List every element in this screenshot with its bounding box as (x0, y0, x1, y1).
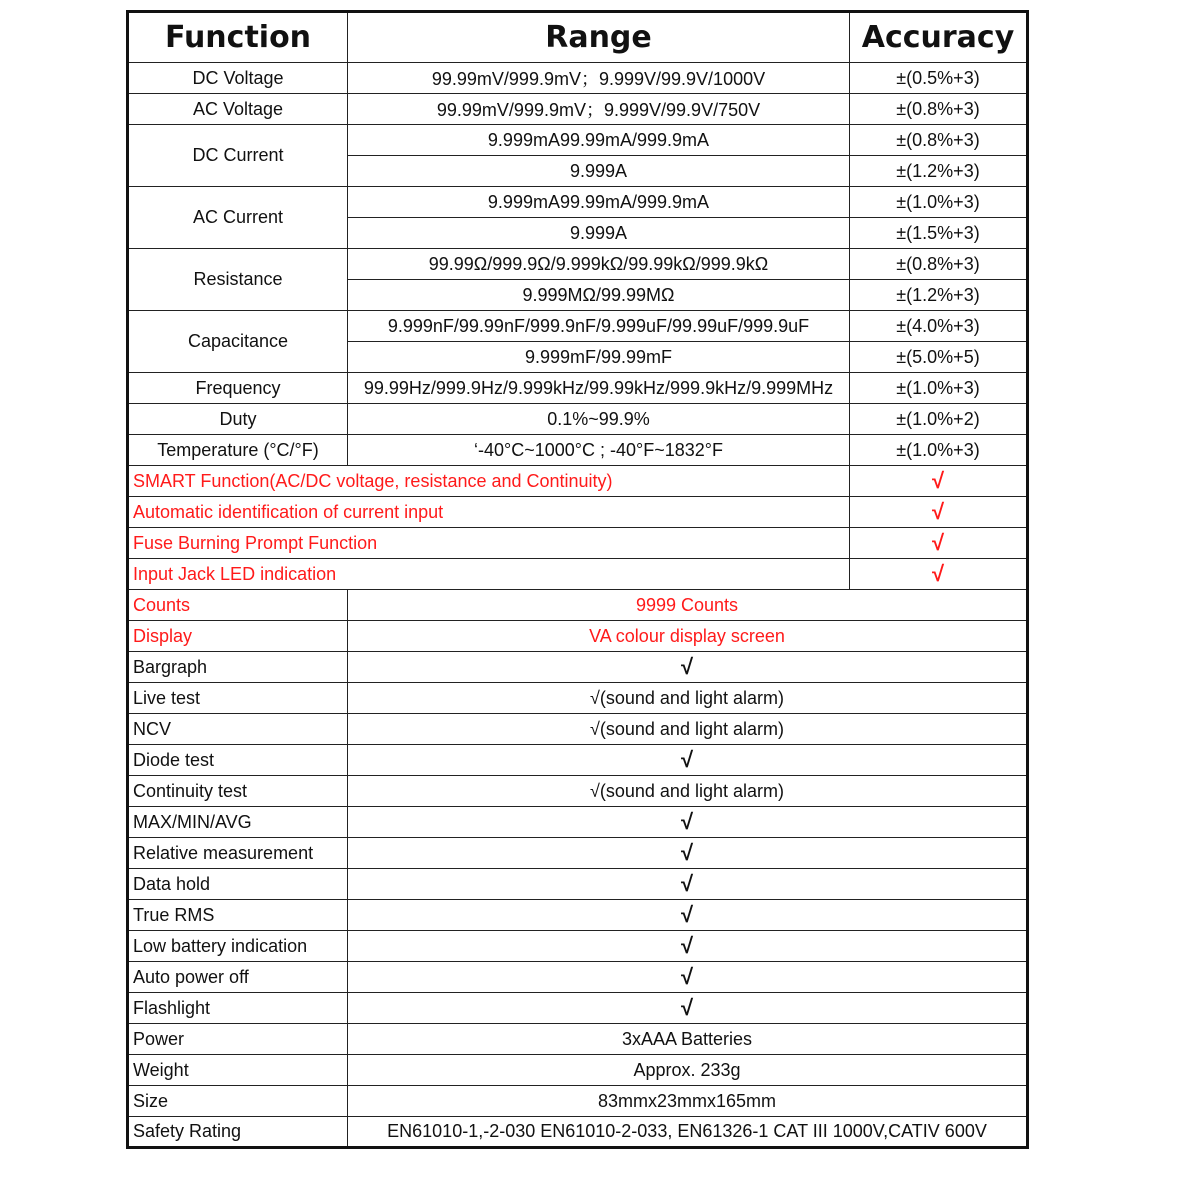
function-cell-capacitance: Capacitance (128, 311, 348, 373)
feature-label: True RMS (128, 900, 348, 931)
accuracy-cell: ±(1.2%+3) (850, 156, 1028, 187)
function-cell-resistance: Resistance (128, 249, 348, 311)
smart-feature-row (128, 466, 1028, 497)
accuracy-cell: ±(0.8%+3) (850, 249, 1028, 280)
header-accuracy: Accuracy (850, 12, 1028, 63)
accuracy-cell: ±(5.0%+5) (850, 342, 1028, 373)
feature-row (128, 621, 1028, 652)
feature-value (348, 807, 1028, 838)
feature-row (128, 1024, 1028, 1055)
function-cell-ac-current: AC Current (128, 187, 348, 249)
measurement-row (128, 404, 1028, 435)
accuracy-cell: ±(0.5%+3) (850, 63, 1028, 94)
feature-value (348, 838, 1028, 869)
feature-label: Bargraph (128, 652, 348, 683)
feature-label: Size (128, 1086, 348, 1117)
measurement-row (128, 373, 1028, 404)
feature-value: 3xAAA Batteries (348, 1024, 1028, 1055)
feature-row (128, 869, 1028, 900)
feature-label: Weight (128, 1055, 348, 1086)
measurement-row (128, 311, 1028, 342)
checkmark-icon: √ (680, 747, 694, 772)
smart-feature-label: Automatic identification of current input (128, 497, 850, 528)
accuracy-cell: ±(1.0%+3) (850, 373, 1028, 404)
smart-feature-check (850, 466, 1028, 497)
accuracy-cell: ±(1.2%+3) (850, 280, 1028, 311)
accuracy-cell: ±(0.8%+3) (850, 125, 1028, 156)
feature-label: MAX/MIN/AVG (128, 807, 348, 838)
feature-row (128, 900, 1028, 931)
feature-label: Relative measurement (128, 838, 348, 869)
checkmark-icon: √ (680, 654, 694, 679)
checkmark-icon: √ (680, 995, 694, 1020)
function-cell-temperature-c-f: Temperature (°C/°F) (128, 435, 348, 466)
checkmark-icon: √ (680, 840, 694, 865)
feature-value: VA colour display screen (348, 621, 1028, 652)
feature-label: Auto power off (128, 962, 348, 993)
feature-value (348, 962, 1028, 993)
feature-label: Continuity test (128, 776, 348, 807)
measurement-row (128, 125, 1028, 156)
checkmark-icon: √ (931, 468, 945, 493)
range-cell: 0.1%~99.9% (348, 404, 850, 435)
range-cell: 99.99Ω/999.9Ω/9.999kΩ/99.99kΩ/999.9kΩ (348, 249, 850, 280)
measurement-row (128, 187, 1028, 218)
feature-value (348, 900, 1028, 931)
feature-label: Display (128, 621, 348, 652)
range-cell: 99.99Hz/999.9Hz/9.999kHz/99.99kHz/999.9kHz/9.999MHz (348, 373, 850, 404)
smart-feature-label: Fuse Burning Prompt Function (128, 528, 850, 559)
feature-row (128, 776, 1028, 807)
feature-row (128, 652, 1028, 683)
feature-row (128, 745, 1028, 776)
feature-label: NCV (128, 714, 348, 745)
feature-value: √(sound and light alarm) (348, 776, 1028, 807)
range-cell: 9.999nF/99.99nF/999.9nF/9.999uF/99.99uF/999.9uF (348, 311, 850, 342)
feature-row (128, 1086, 1028, 1117)
range-cell: 9.999A (348, 156, 850, 187)
feature-row (128, 962, 1028, 993)
feature-row (128, 683, 1028, 714)
feature-row (128, 838, 1028, 869)
range-cell: ‘-40°C~1000°C ; -40°F~1832°F (348, 435, 850, 466)
accuracy-cell: ±(1.0%+3) (850, 187, 1028, 218)
feature-label: Flashlight (128, 993, 348, 1024)
smart-feature-label: SMART Function(AC/DC voltage, resistance and Continuity) (128, 466, 850, 497)
range-cell: 9.999mF/99.99mF (348, 342, 850, 373)
header-range: Range (348, 12, 850, 63)
feature-label: Live test (128, 683, 348, 714)
feature-value (348, 931, 1028, 962)
feature-value: Approx. 233g (348, 1055, 1028, 1086)
feature-label: Low battery indication (128, 931, 348, 962)
smart-feature-row (128, 528, 1028, 559)
function-cell-duty: Duty (128, 404, 348, 435)
feature-row (128, 1117, 1028, 1148)
smart-feature-check (850, 528, 1028, 559)
feature-value: 9999 Counts (348, 590, 1028, 621)
smart-feature-row (128, 497, 1028, 528)
checkmark-icon: √ (931, 530, 945, 555)
range-cell: 9.999A (348, 218, 850, 249)
feature-value (348, 745, 1028, 776)
checkmark-icon: √ (680, 933, 694, 958)
feature-label: Power (128, 1024, 348, 1055)
feature-value: EN61010-1,-2-030 EN61010-2-033, EN61326-1 CAT III 1000V,CATIV 600V (348, 1117, 1028, 1148)
header-function: Function (128, 12, 348, 63)
range-cell: 9.999mA99.99mA/999.9mA (348, 187, 850, 218)
spec-table (126, 10, 1029, 1149)
function-cell-dc-current: DC Current (128, 125, 348, 187)
accuracy-cell: ±(4.0%+3) (850, 311, 1028, 342)
range-cell: 9.999mA99.99mA/999.9mA (348, 125, 850, 156)
feature-label: Diode test (128, 745, 348, 776)
accuracy-cell: ±(1.0%+2) (850, 404, 1028, 435)
feature-value: √(sound and light alarm) (348, 714, 1028, 745)
smart-feature-row (128, 559, 1028, 590)
accuracy-cell: ±(0.8%+3) (850, 94, 1028, 125)
range-cell: 9.999MΩ/99.99MΩ (348, 280, 850, 311)
checkmark-icon: √ (931, 499, 945, 524)
checkmark-icon: √ (680, 964, 694, 989)
checkmark-icon: √ (680, 902, 694, 927)
accuracy-cell: ±(1.5%+3) (850, 218, 1028, 249)
feature-label: Data hold (128, 869, 348, 900)
feature-row (128, 1055, 1028, 1086)
feature-row (128, 807, 1028, 838)
accuracy-cell: ±(1.0%+3) (850, 435, 1028, 466)
measurement-row (128, 94, 1028, 125)
measurement-row (128, 63, 1028, 94)
measurement-row (128, 249, 1028, 280)
feature-row (128, 590, 1028, 621)
feature-label: Safety Rating (128, 1117, 348, 1148)
header-row (128, 12, 1028, 63)
checkmark-icon: √ (931, 561, 945, 586)
feature-value: √(sound and light alarm) (348, 683, 1028, 714)
smart-feature-check (850, 497, 1028, 528)
feature-value: 83mmx23mmx165mm (348, 1086, 1028, 1117)
smart-feature-label: Input Jack LED indication (128, 559, 850, 590)
feature-value (348, 993, 1028, 1024)
function-cell-dc-voltage: DC Voltage (128, 63, 348, 94)
measurement-row (128, 435, 1028, 466)
range-cell: 99.99mV/999.9mV；9.999V/99.9V/750V (348, 94, 850, 125)
function-cell-ac-voltage: AC Voltage (128, 94, 348, 125)
feature-label: Counts (128, 590, 348, 621)
feature-row (128, 993, 1028, 1024)
feature-value (348, 869, 1028, 900)
feature-value (348, 652, 1028, 683)
range-cell: 99.99mV/999.9mV；9.999V/99.9V/1000V (348, 63, 850, 94)
checkmark-icon: √ (680, 809, 694, 834)
feature-row (128, 931, 1028, 962)
checkmark-icon: √ (680, 871, 694, 896)
feature-row (128, 714, 1028, 745)
function-cell-frequency: Frequency (128, 373, 348, 404)
smart-feature-check (850, 559, 1028, 590)
